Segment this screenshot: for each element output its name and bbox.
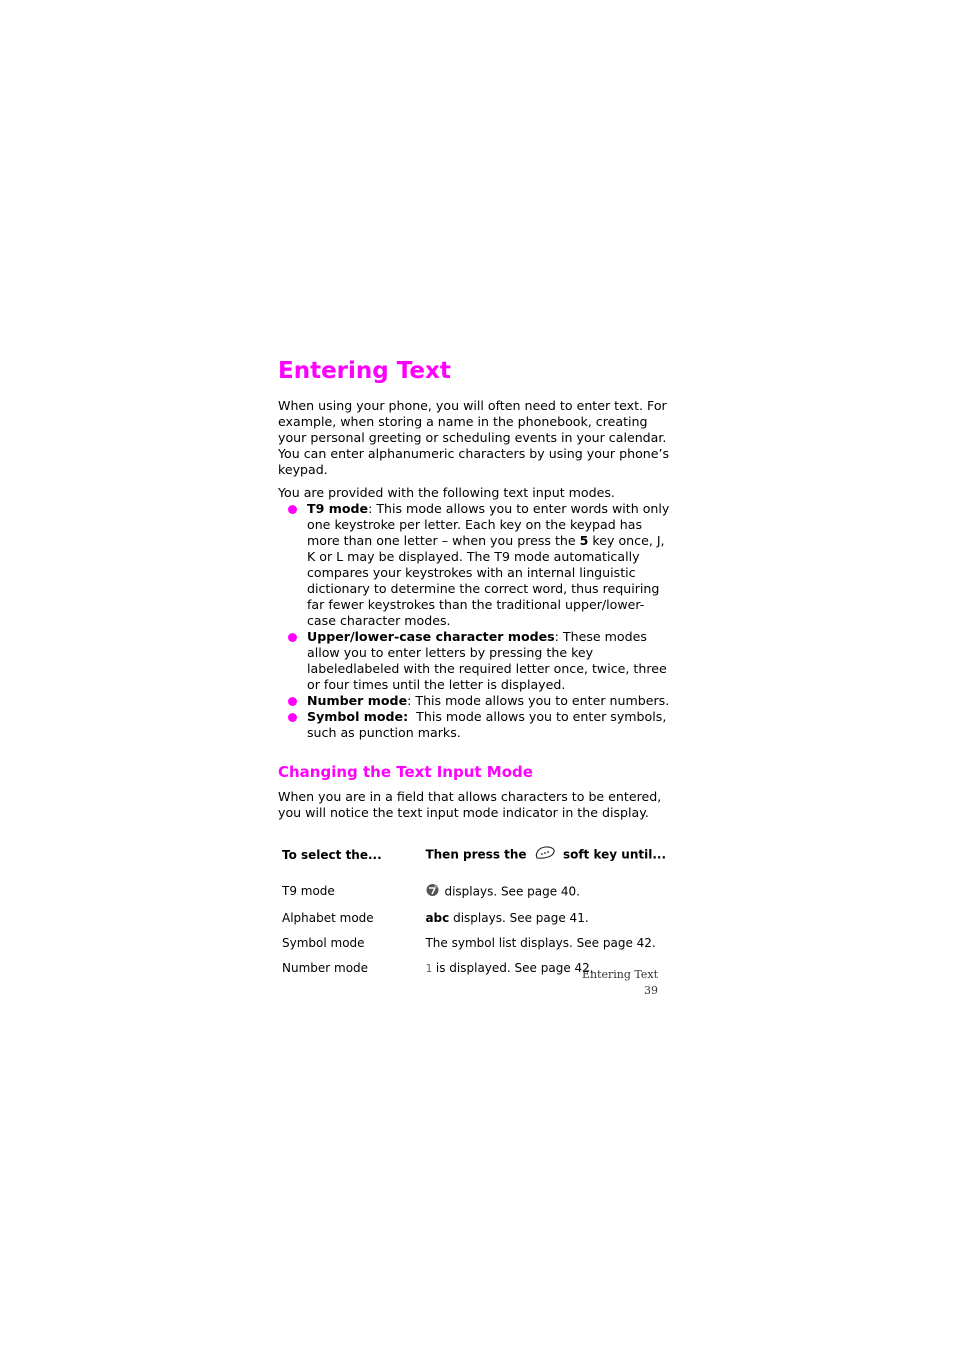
list-item xyxy=(278,693,670,709)
bullet-icon xyxy=(288,713,297,722)
footer-section-name: Entering Text xyxy=(581,968,658,981)
list-item xyxy=(278,629,670,693)
mode-table xyxy=(278,839,670,982)
section-title: Changing the Text Input Mode xyxy=(278,763,533,781)
mode-text: : These modes allow you to enter letters by pressing the key labeledlabeled with the required letter once, twice, three or four times until the letter is displayed. xyxy=(307,629,667,692)
mode-text: : This mode allows you to enter numbers. xyxy=(407,693,670,708)
result-cell xyxy=(421,906,670,931)
page-footer xyxy=(540,967,658,999)
key-label: 5 xyxy=(579,533,589,548)
mode-text: This mode allows you to enter symbols, such as punction marks. xyxy=(307,709,671,740)
soft-key-icon xyxy=(534,845,556,865)
page-number: 39 xyxy=(644,984,658,997)
mode-term: Number mode xyxy=(307,693,408,708)
intro-paragraph: When using your phone, you will often need to enter text. For example, when storing a name in the phonebook, creating your personal greeting or scheduling events in your calendar. You can enter alphanumeric characters by using your phone’s keypad. xyxy=(278,398,670,477)
bullet-icon xyxy=(288,505,297,514)
list-item xyxy=(278,501,670,629)
t9-mode-icon xyxy=(425,883,440,901)
mode-text: key once, J, K or L may be displayed. The T9 mode automatically compares your keystrokes with an internal linguistic dictionary to determine the correct word, thus requiring far fewer keystrokes than the traditional upper/lower-case character modes. xyxy=(307,533,665,628)
header-action-before: Then press the xyxy=(425,847,527,862)
mode-term: Symbol mode: xyxy=(307,709,409,724)
page-title: Entering Text xyxy=(278,358,451,384)
section-paragraph: When you are in a field that allows characters to be entered, you will notice the text input mode indicator in the display. xyxy=(278,789,662,820)
mode-cell: Symbol mode xyxy=(282,936,365,950)
modes-intro: You are provided with the following text input modes. xyxy=(278,485,615,500)
mode-indicator: 1 xyxy=(425,962,433,975)
result-text: is displayed. See page 42. xyxy=(432,961,594,975)
bullet-icon xyxy=(288,633,297,642)
table-header-mode: To select the... xyxy=(282,848,382,862)
list-item xyxy=(278,709,670,741)
mode-term: T9 mode xyxy=(307,501,369,516)
mode-cell: Number mode xyxy=(282,961,369,975)
mode-cell: T9 mode xyxy=(282,884,335,898)
table-header-row xyxy=(278,839,670,879)
mode-indicator: abc xyxy=(425,911,450,925)
page-content xyxy=(278,356,670,982)
result-cell xyxy=(421,879,670,906)
result-text: displays. See page 41. xyxy=(449,911,589,925)
result-cell xyxy=(421,931,670,956)
table-row xyxy=(278,931,670,956)
bullet-icon xyxy=(288,697,297,706)
modes-list xyxy=(278,501,670,741)
table-row xyxy=(278,906,670,931)
mode-cell: Alphabet mode xyxy=(282,911,374,925)
result-text: displays. See page 40. xyxy=(444,884,581,899)
table-row xyxy=(278,879,670,906)
mode-term: Upper/lower-case character modes xyxy=(307,629,555,644)
result-text: The symbol list displays. See page 42. xyxy=(425,936,656,950)
header-action-after: soft key until... xyxy=(562,847,666,862)
mode-text: : This mode allows you to enter words with only one keystroke per letter. Each key on the keypad has more than one letter – when you press the xyxy=(307,501,670,548)
table-header-action xyxy=(421,839,670,879)
